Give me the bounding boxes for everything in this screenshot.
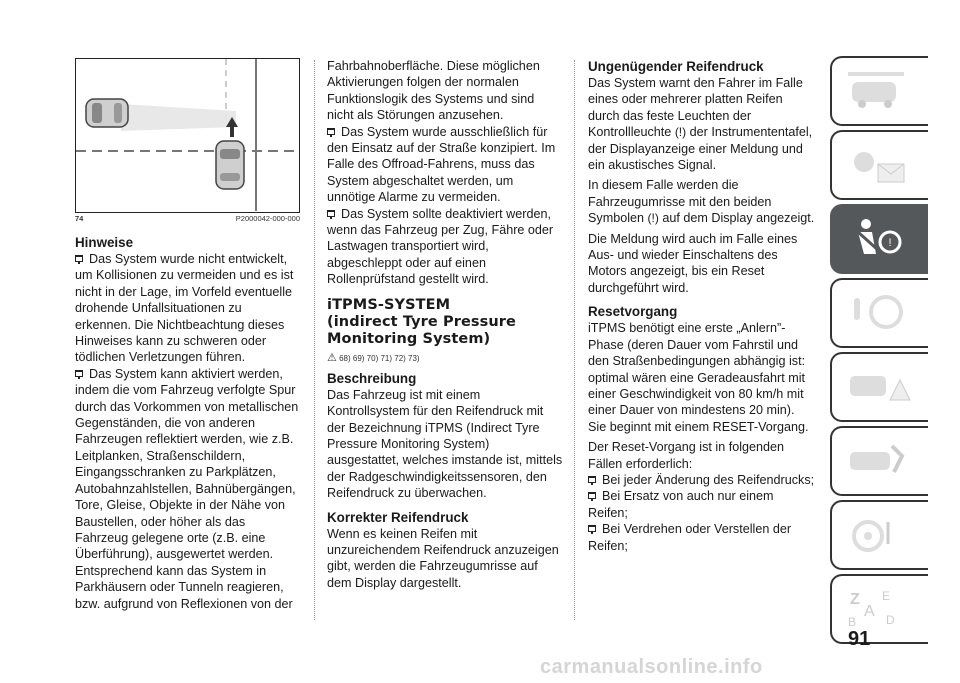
- figure-code: P2000042-000-000: [235, 214, 300, 223]
- warning-bulb-icon: [327, 210, 336, 218]
- reset-bullet-1: Bei jeder Änderung des Reifendrucks;: [588, 472, 816, 488]
- warning-bulb-icon: [588, 525, 597, 533]
- offroad-para: Das System wurde ausschließlich für den Einsatz auf der Straße konzipiert. Im Falle des Offroad-Fahrens, muss das System abgeschaltet werden, um unnötige Alarme zu vermeiden.: [327, 124, 556, 205]
- figure-number: 74: [75, 214, 84, 223]
- figure-illustration: [75, 58, 300, 213]
- ungenuegender-text: Das System warnt den Fahrer im Falle eines oder mehrerer platten Reifen durch das feste Leuchten der Kontrollleuchte (!) der Instrumententafel, der Displayanzeige einer Meldung und ein akustisches Signal.: [588, 76, 813, 173]
- tab-car-dashboard[interactable]: [830, 56, 928, 126]
- steering-start-icon: [842, 288, 912, 338]
- tab-emergency[interactable]: [830, 352, 928, 422]
- svg-text:!: !: [888, 237, 892, 249]
- tab-steering[interactable]: [830, 278, 928, 348]
- tab-warning-lights[interactable]: [830, 130, 928, 200]
- korrekter-title: Korrekter Reifendruck: [327, 509, 469, 525]
- multimedia-icon: [842, 510, 912, 560]
- reset-text-2: Der Reset-Vorgang ist in folgenden Fällen erforderlich:: [588, 440, 785, 471]
- reset-bullet-3: Bei Verdrehen oder Verstellen der Reifen;: [588, 522, 792, 553]
- emergency-icon: [842, 362, 912, 412]
- tyre-pressure-symbol-icon: (!): [647, 211, 659, 226]
- page-number: 91: [848, 628, 871, 650]
- safety-airbag-icon: [842, 214, 912, 264]
- tab-safety[interactable]: [830, 204, 928, 274]
- resetvorgang-title: Resetvorgang: [588, 304, 678, 320]
- ungenuegender-title: Ungenügender Reifendruck: [588, 59, 764, 74]
- warning-bulb-icon: [75, 370, 84, 378]
- svg-text:Z: Z: [850, 591, 860, 608]
- tyre-pressure-warning-icon: (!): [674, 125, 687, 140]
- column-divider: [574, 60, 576, 620]
- symbols-text: In diesem Falle werden die Fahrzeugumrisse mit den beiden Symbolen (!) auf dem Display angezeigt.: [588, 178, 815, 226]
- car-dashboard-icon: [842, 66, 912, 116]
- reset-text-1: iTPMS benötigt eine erste „Anlern”-Phase (deren Dauer vom Fahrstil und den Straßenbedingungen abhängig ist: optimal wären eine Geradeausfahrt mit einer Geschwindigkeit von 80 km/h mit einer Dauer von mindestens 20 min). Sie beginnt mit einem RESET-Vorgang.: [588, 321, 809, 434]
- svg-text:A: A: [864, 603, 875, 620]
- hinweise-para-1: Das System wurde nicht entwickelt, um Kollisionen zu vermeiden und es ist nicht in der Lage, im Vorfeld eventuelle drohende Unfallsituationen zu erkennen. Die Nichtbeachtung dieses Hinweises kann zu schweren oder tödlichen Verletzungen führen.: [75, 252, 294, 365]
- beschreibung-title: Beschreibung: [327, 370, 417, 386]
- tab-multimedia[interactable]: [830, 500, 928, 570]
- warning-lights-icon: [842, 140, 912, 190]
- korrekter-text: Wenn es keinen Reifen mit unzureichendem Reifendruck anzuzeigen gibt, werden die Fahrzeugumrisse auf dem Display dargestellt.: [327, 526, 559, 590]
- warning-bulb-icon: [588, 492, 597, 500]
- warning-bulb-icon: [588, 476, 597, 484]
- svg-text:B: B: [848, 615, 857, 629]
- hinweise-title: Hinweise: [75, 235, 134, 250]
- hinweise-para-2: Das System kann aktiviert werden, indem die vom Fahrzeug verfolgte Spur durch das Vorkommen von metallischen Gegenständen, die von anderen Fahrzeugen reflektiert werden, wie z.B. Leitplanken, Straßenschildern, Eingangsschranken zu Parkplätzen, Autobahnzahlstellen, Bahnübergängen, Tore, Gleise, Objekte in der Nähe von Baustellen, oder höher als das Fahrzeug gelegene orte (z.B. eine Überführung), ausgewertet werden. Entsprechend kann das System in Parkhäusern oder Tunneln reagieren, bzw. aufgrund von Reflexionen von der: [75, 366, 299, 611]
- watermark: carmanualsonline.info: [540, 656, 763, 678]
- warning-bulb-icon: [75, 255, 84, 263]
- maintenance-icon: [842, 436, 912, 486]
- beschreibung-text: Das Fahrzeug ist mit einem Kontrollsystem für den Reifendruck mit der Bezeichnung iTPMS (Indirect Tyre Pressure Monitoring System) ausgestattet, welches imstande ist, mittels der Radgeschwindigkeitssensoren, den Reifendruck zu überwachen.: [327, 387, 563, 501]
- svg-text:D: D: [886, 613, 895, 627]
- warning-triangle-icon: ⚠: [327, 351, 337, 364]
- deactivate-para: Das System sollte deaktiviert werden, wenn das Fahrzeug per Zug, Fähre oder Lastwagen transportiert wird, abgeschleppt oder auf einen Rollenprüfstand gestellt wird.: [327, 206, 554, 287]
- column-divider: [314, 60, 316, 620]
- section-title: iTPMS-SYSTEM (indirect Tyre Pressure Monitoring System): [327, 296, 516, 347]
- warning-references: ⚠ 68) 69) 70) 71) 72) 73): [327, 351, 420, 364]
- index-icon: [842, 584, 912, 634]
- lane-detection-diagram: [76, 59, 298, 211]
- intro-para: Fahrbahnoberfläche. Diese möglichen Aktivierungen folgen der normalen Funktionslogik des Systems und sind nicht als Störungen anzusehen.: [327, 59, 540, 123]
- warning-bulb-icon: [327, 128, 336, 136]
- message-text: Die Meldung wird auch im Falle eines Aus- und wieder Einschaltens des Motors angezeigt, bis ein Reset durchgeführt wird.: [588, 231, 798, 295]
- tab-maintenance[interactable]: [830, 426, 928, 496]
- tab-index[interactable]: [830, 574, 928, 644]
- svg-text:E: E: [882, 589, 891, 603]
- right-column: [588, 58, 816, 554]
- middle-column: [327, 58, 563, 591]
- reset-bullet-2: Bei Ersatz von auch nur einem Reifen;: [588, 489, 774, 520]
